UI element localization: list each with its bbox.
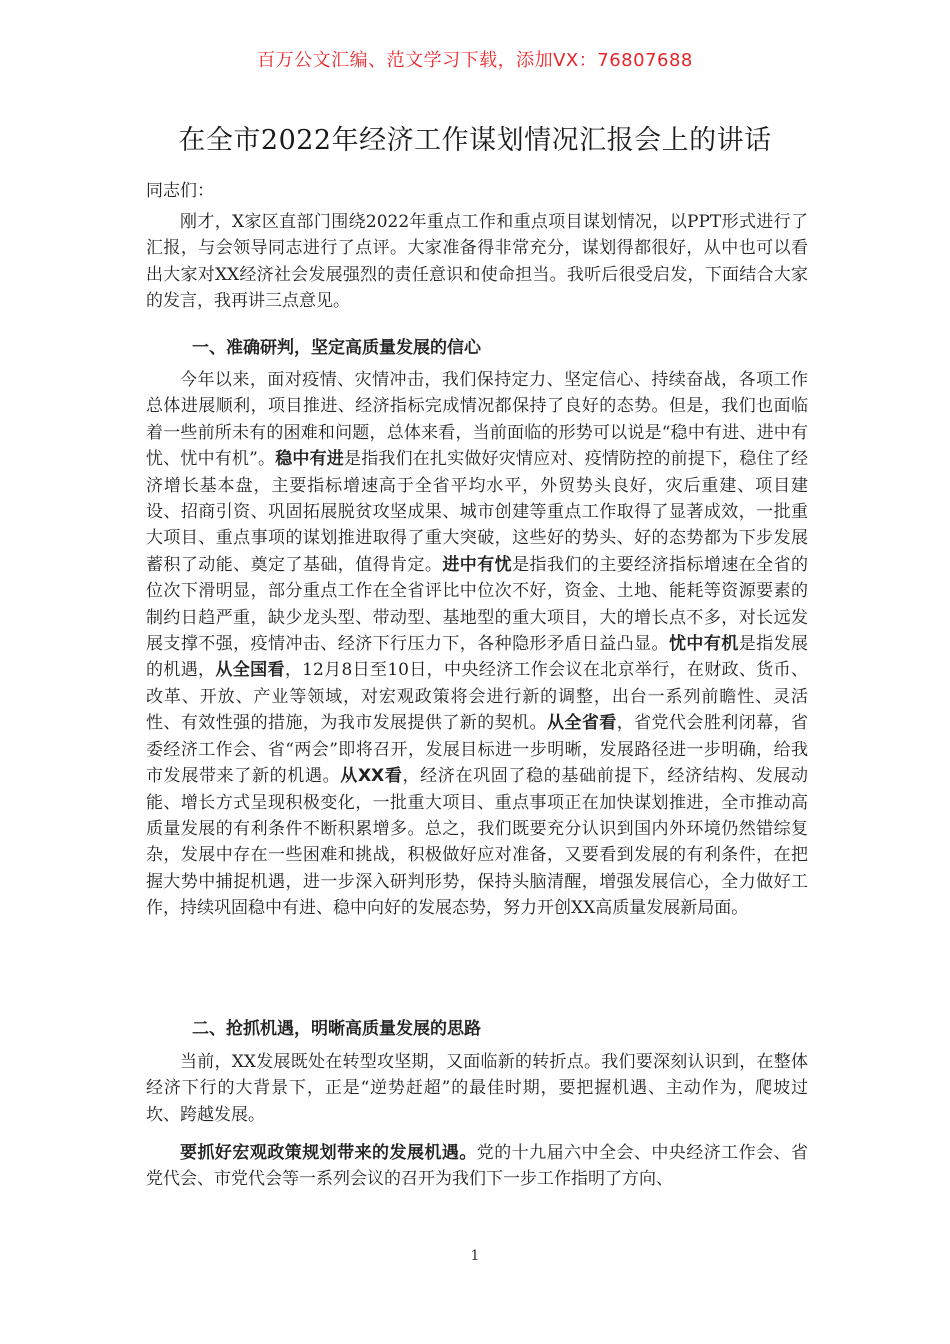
page-title: 在全市2022年经济工作谋划情况汇报会上的讲话 [178, 125, 772, 156]
bold-term: 从XX看 [340, 766, 403, 787]
bold-term: 从全国看 [215, 660, 285, 681]
page-number: 1 [470, 1248, 480, 1264]
text-run: 是指发展的机遇， [146, 634, 809, 681]
bold-term: 忧中有机 [668, 634, 739, 655]
bold-term: 进中有忧 [442, 554, 513, 575]
bold-term: 要抓好宏观政策规划带来的发展机遇。 [180, 1143, 477, 1163]
greeting: 同志们： [146, 181, 214, 201]
text-run: 是指我们的主要经济指标增速在全省的位次下滑明显，部分重点工作在全省评比中位次不好，资金、土地、能耗等资源要素的制约日趋严重，缺少龙头型、带动型、基地型的重大项目，大的增长点不多，对长远发展支撑不强，疫情冲击、经济下行压力下，各种隐形矛盾日益凸显。 [146, 554, 809, 655]
section2-text-2 [146, 1140, 808, 1193]
bold-term: 稳中有进 [275, 449, 345, 470]
intro-text: 刚才，X家区直部门围绕2022年重点工作和重点项目谋划情况，以PPT形式进行了汇报，与会领导同志进行了点评。大家准备得非常充分，谋划得都很好，从中也可以看出大家对XX经济社会发展强烈的责任意识和使命担当。我听后很受启发，下面结合大家的发言，我再讲三点意见。 [146, 212, 808, 312]
text-run: ，经济在巩固了稳的基础前提下，经济结构、发展动能、增长方式呈现积极变化，一批重大项目、重点事项正在加快谋划推进，全市推动高质量发展的有利条件不断积累增多。总之，我们既要充分认识到国内外环境仍然错综复杂，发展中存在一些困难和挑战，积极做好应对准备，又要看到发展的有利条件，在把握大势中捕捉机遇，进一步深入研判形势，保持头脑清醒，增强发展信心，全力做好工作，持续巩固稳中有进、稳中向好的发展态势，努力开创XX高质量发展新局面。 [146, 766, 809, 919]
intro-paragraph [146, 209, 808, 315]
section2-heading: 二、抢抓机遇，明晰高质量发展的思路 [192, 1019, 481, 1039]
text-run: 是指我们在扎实做好灾情应对、疫情防控的前提下，稳住了经济增长基本盘，主要指标增速高于全省平均水平，外贸势头良好，灾后重建、项目建设、招商引资、巩固拓展脱贫攻坚成果、城市创建等重点工作取得了显著成效，一批重大项目、重点事项的谋划推进取得了重大突破，这些好的势头、好的态势都为下步发展蓄积了动能、奠定了基础，值得肯定。 [146, 449, 809, 575]
section2-text-1: 当前，XX发展既处在转型攻坚期，又面临新的转折点。我们要深刻认识到，在整体经济下行的大背景下，正是“逆势赶超”的最佳时期，要把握机遇、主动作为，爬坡过坎、跨越发展。 [146, 1052, 808, 1125]
text-run: ，12月8日至10日，中央经济工作会议在北京举行，在财政、货币、改革、开放、产业等领域，对宏观政策将会进行新的调整，出台一系列前瞻性、灵活性、有效性强的措施，为我市发展提供了新的契机。 [146, 660, 809, 734]
section1-paragraph [146, 367, 808, 922]
section2-paragraph-2 [146, 1140, 808, 1193]
text-run: ，省党代会胜利闭幕，省委经济工作会、省“两会”即将召开，发展目标进一步明晰，发展路径进一步明确，给我市发展带来了新的机遇。 [146, 713, 809, 787]
text-run: 党的十九届六中全会、中央经济工作会、省党代会、市党代会等一系列会议的召开为我们下一步工作指明了方向、 [146, 1143, 809, 1190]
section2-paragraph-1 [146, 1049, 808, 1128]
text-run: 今年以来，面对疫情、灾情冲击，我们保持定力、坚定信心、持续奋战，各项工作总体进展顺利，项目推进、经济指标完成情况都保持了良好的态势。但是，我们也面临着一些前所未有的困难和问题，总体来看，当前面临的形势可以说是“稳中有进、进中有忧、忧中有机”。 [146, 370, 808, 470]
bold-term: 从全省看 [546, 713, 617, 734]
section1-heading: 一、准确研判，坚定高质量发展的信心 [192, 338, 481, 358]
promo-banner: 百万公文汇编、范文学习下载，添加VX：76807688 [257, 50, 693, 71]
section1-text [146, 367, 808, 922]
